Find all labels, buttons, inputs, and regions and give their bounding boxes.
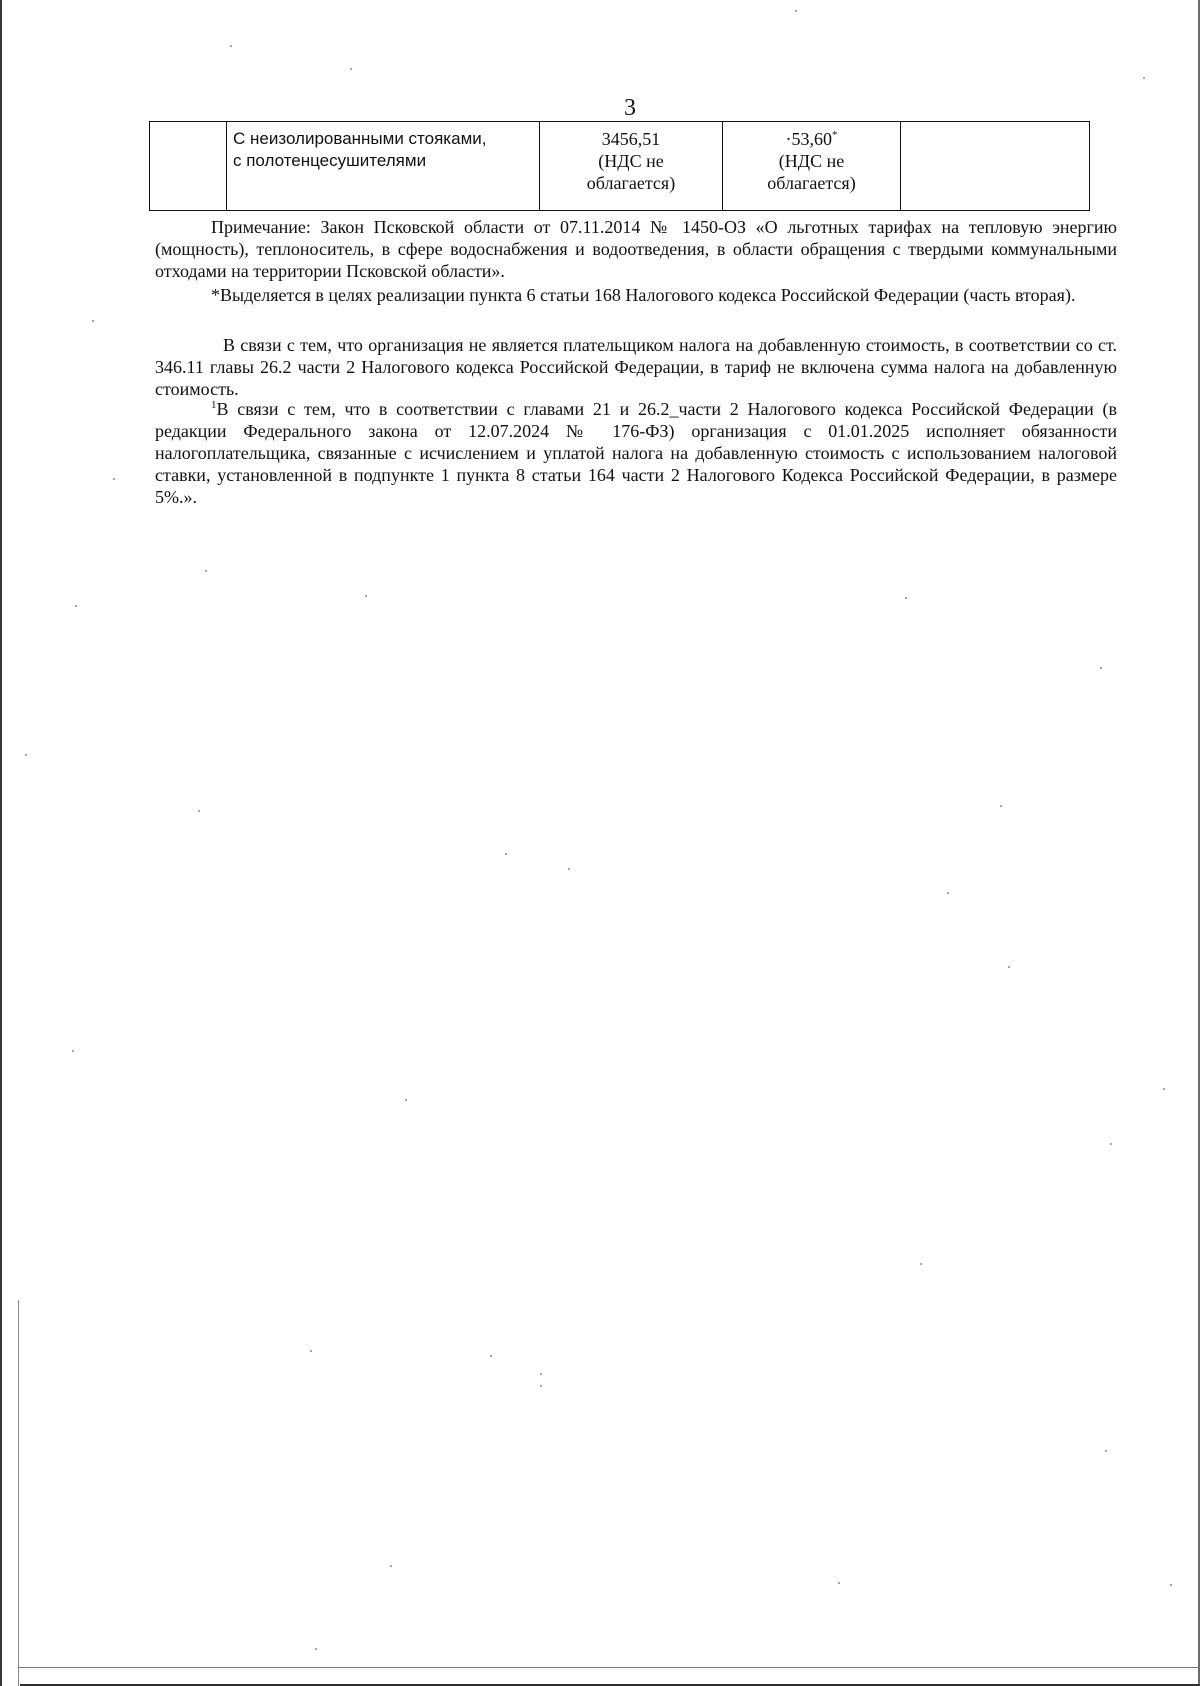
- note-not-vat-payer: [155, 334, 1117, 400]
- page-number: 3: [624, 95, 636, 121]
- scan-speck: [350, 68, 352, 70]
- scan-border-inner-left: [18, 1300, 19, 1686]
- table-cell-number: [150, 122, 227, 211]
- scan-speck: [230, 45, 232, 47]
- preferential-tariff-prefix: ·: [785, 129, 792, 149]
- scan-speck: [795, 10, 797, 12]
- scan-speck: [390, 1565, 392, 1567]
- scan-speck: [540, 1373, 542, 1375]
- scan-speck: [315, 1648, 317, 1650]
- preferential-tariff-footnote-mark: *: [832, 129, 838, 141]
- scan-speck: [505, 853, 507, 855]
- description-line-1: С неизолированными стояками,: [233, 129, 487, 148]
- table-cell-preferential-tariff: [723, 122, 901, 211]
- preferential-tariff-value: 53,60: [791, 129, 832, 149]
- scan-speck: [365, 595, 367, 597]
- scan-speck: [1105, 1450, 1107, 1452]
- tariff-table: [149, 121, 1090, 211]
- note-law-reference: [155, 216, 1117, 282]
- scan-speck: [1100, 667, 1102, 669]
- preferential-vat-note-line-2: облагается): [767, 173, 856, 193]
- scan-speck: [310, 1350, 312, 1352]
- scan-border-left: [0, 0, 2, 1686]
- scan-speck: [1143, 77, 1145, 79]
- tariff-vat-note-line-2: облагается): [586, 173, 676, 193]
- table-cell-description: [227, 122, 540, 211]
- description-line-2: с полотенцесушителями: [233, 151, 427, 170]
- scan-speck: [905, 597, 907, 599]
- scan-speck: [1000, 805, 1002, 807]
- note-vat-2025: [155, 398, 1117, 508]
- scan-speck: [72, 1050, 74, 1052]
- preferential-tariff-value-line: [729, 128, 894, 150]
- scan-speck: [1110, 1143, 1112, 1145]
- note-law-reference-text: Примечание: Закон Псковской области от 07.11.2014 № 1450-ОЗ «О льготных тарифах на тепловую энергию (мощность), теплоноситель, в сфере водоснабжения и водоотведения, в области обращения с твердыми коммунальными отходами на территории Псковской области».: [155, 217, 1117, 281]
- scan-speck: [113, 478, 115, 480]
- preferential-vat-note-line-1: (НДС не: [778, 151, 845, 171]
- note-vat-allocation: [155, 284, 1117, 306]
- scan-speck: [405, 1099, 407, 1101]
- scan-speck: [75, 605, 77, 607]
- tariff-value: 3456,51: [601, 129, 661, 149]
- scan-border-inner-bottom: [18, 1667, 1200, 1668]
- scan-speck: [205, 570, 207, 572]
- table-cell-empty: [901, 122, 1090, 211]
- scan-speck: [1163, 1088, 1165, 1090]
- scan-speck: [947, 892, 949, 894]
- note-vat-2025-text: В связи с тем, что в соответствии с главами 21 и 26.2_части 2 Налогового кодекса Российской Федерации (в редакции Федерального закона от 12.07.2024 № 176-ФЗ) организация с 01.01.2025 исполняет обязанности налогоплательщика, связанные с исчислением и уплатой налога на добавленную стоимость с использованием налоговой ставки, установленной в подпункте 1 пункта 8 статьи 164 части 2 Налогового Кодекса Российской Федерации, в размере 5%.».: [155, 399, 1117, 507]
- note-not-vat-payer-text: В связи с тем, что организация не является плательщиком налога на добавленную стоимость, в соответствии со ст. 346.11 главы 26.2 части 2 Налогового кодекса Российской Федерации, в тариф не включена сумма налога на добавленную стоимость.: [155, 335, 1117, 399]
- scan-speck: [540, 1385, 542, 1387]
- tariff-vat-note-line-1: (НДС не: [598, 151, 664, 171]
- scan-speck: [1008, 966, 1010, 968]
- note-vat-2025-mark: 1: [211, 399, 217, 411]
- scan-speck: [838, 1582, 840, 1584]
- scan-speck: [25, 754, 27, 756]
- table-cell-tariff-value: [540, 122, 723, 211]
- table-row: [150, 122, 1090, 211]
- scan-speck: [92, 320, 94, 322]
- note-vat-allocation-mark: *: [211, 285, 220, 305]
- scan-speck: [490, 1355, 492, 1357]
- scan-speck: [1170, 1584, 1172, 1586]
- note-vat-allocation-text: Выделяется в целях реализации пункта 6 статьи 168 Налогового кодекса Российской Федерации (часть вторая).: [220, 285, 1076, 305]
- scan-speck: [198, 810, 200, 812]
- scan-speck: [568, 868, 570, 870]
- scan-speck: [920, 1263, 922, 1265]
